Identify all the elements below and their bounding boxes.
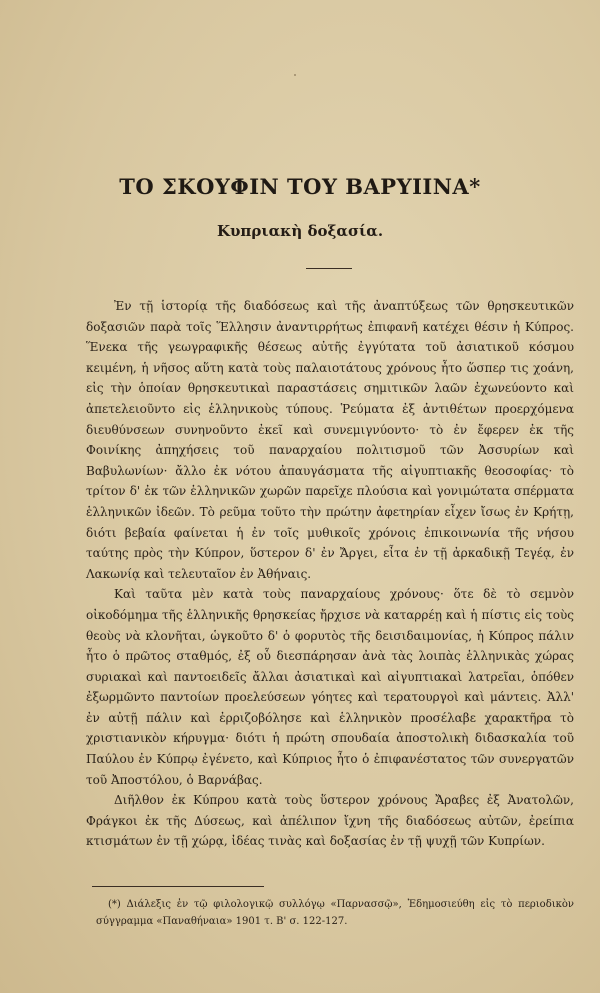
paragraph: Ἐν τῇ ἱστορίᾳ τῆς διαδόσεως καὶ τῆς ἀναπτύξεως τῶν θρησκευτικῶν δοξασιῶν παρὰ τοῖς Ἕλλησιν ἀναντιρρήτως ἐπιφανῆ κατέχει θέσιν ἡ Κύπρος. Ἕνεκα τῆς γεωγραφικῆς θέσεως αὐτῆς ἐγγύτατα τοῦ ἀσιατικοῦ κόσμου κειμένη, ἡ νῆσος αὕτη κατὰ τοὺς παλαιοτάτους χρόνους ἦτο ὥσπερ τις χοάνη, εἰς τὴν ὁποίαν θρησκευτικαὶ παραστάσεις σημιτικῶν λαῶν ἐχωνεύοντο καὶ ἀπετελειοῦντο εἰς ἑλληνικοὺς τύπους. Ῥεύματα ἐξ ἀντιθέτων προερχόμενα διευθύνσεων συνηνοῦντο ἐκεῖ καὶ συνεμιγνύοντο· τὸ ἐν ἔφερεν ἐκ τῆς Φοινίκης ἀπηχήσεις τοῦ παναρχαίου πολιτισμοῦ τῶν Ἀσσυρίων καὶ Βαβυλωνίων· ἄλλο ἐκ νότου ἀπαυγάσματα τῆς αἰγυπτιακῆς θεοσοφίας· τὸ τρίτον δ' ἐκ τῶν ἑλληνικῶν χωρῶν παρεῖχε πλούσια καὶ γονιμώτατα σπέρματα ἑλληνικῶν ἰδεῶν. Τὸ ρεῦμα τοῦτο τὴν πρώτην ἀφετηρίαν εἶχεν ἴσως ἐν Κρήτῃ, διότι βεβαία φαίνεται ἡ ἐν τοῖς μυθικοῖς χρόνοις ἐπικοινωνία τῆς νήσου ταύτης πρὸς τὴν Κύπρον, ὕστερον δ' ἐν Ἄργει, εἶτα ἐν τῇ ἀρκαδικῇ Τεγέᾳ, ἐν Λακωνίᾳ καὶ τελευταῖον ἐν Ἀθήναις.: [86, 299, 574, 581]
title-divider: [306, 268, 352, 269]
page-title: ΤΟ ΣΚΟΥΦΙΝ ΤΟΥ ΒΑΡΥΙΙΝΑ*: [119, 174, 481, 199]
paragraph: Διῆλθον ἐκ Κύπρου κατὰ τοὺς ὕστερον χρόνους Ἄραβες ἐξ Ἀνατολῶν, Φράγκοι ἐκ τῆς Δύσεως, καὶ ἀπέλιπον ἴχνη τῆς διαδόσεως αὐτῶν, ἐρείπια κτισμάτων ἐν τῇ χώρᾳ, ἰδέας τινὰς καὶ δοξασίας ἐν τῇ ψυχῇ τῶν Κυπρίων.: [86, 793, 574, 849]
paragraph: Καὶ ταῦτα μὲν κατὰ τοὺς παναρχαίους χρόνους· ὅτε δὲ τὸ σεμνὸν οἰκοδόμημα τῆς ἑλληνικῆς θρησκείας ἤρχισε νὰ καταρρέῃ καὶ ἡ πίστις εἰς τοὺς θεοὺς νὰ κλονῆται, ὡγκοῦτο δ' ὁ φορυτὸς τῆς δεισιδαιμονίας, ἡ Κύπρος πάλιν ἦτο ὁ πρῶτος σταθμός, ἐξ οὗ διεσπάρησαν ἀνὰ τὰς λοιπὰς ἑλληνικὰς χώρας συριακαὶ καὶ παντοειδεῖς ἄλλαι ἀσιατικαὶ καὶ αἰγυπτιακαὶ λατρεῖαι, ὁπόθεν ἐξωρμῶντο παντοίων προελεύσεων γόητες καὶ τερατουργοὶ καὶ μάντεις. Ἀλλ' ἐν αὐτῇ πάλιν καὶ ἐρριζοβόλησε καὶ ἑλληνικὸν προσέλαβε χαρακτῆρα τὸ χριστιανικὸν κήρυγμα· διότι ἡ πρώτη σπουδαία ἀποστολικὴ διδασκαλία τοῦ Παύλου ἐν Κύπρῳ ἐγένετο, καὶ Κύπριος ἦτο ὁ ἐπιφανέστατος τῶν συνεργατῶν τοῦ Ἀποστόλου, ὁ Βαρνάβας.: [86, 587, 574, 787]
speck: [294, 74, 296, 76]
footnote: (*) Διάλεξις ἐν τῷ φιλολογικῷ συλλόγῳ «Παρνασσῷ», Ἐδημοσιεύθη εἰς τὸ περιοδικὸν σύγγραμμα «Παναθήναια» 1901 τ. Β' σ. 122-127.: [96, 899, 574, 927]
body-text: [86, 296, 574, 852]
page-subtitle: Κυπριακὴ δοξασία.: [216, 222, 384, 240]
footnote-divider: [92, 886, 264, 887]
